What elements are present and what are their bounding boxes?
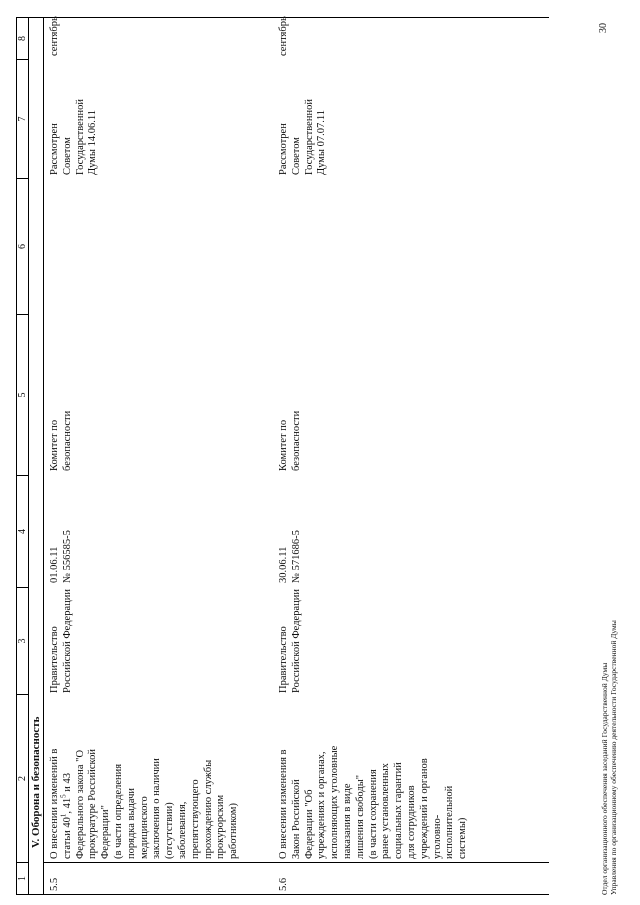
section-heading-row — [29, 17, 44, 895]
header-col-3: 3 — [17, 587, 28, 694]
document-page — [16, 17, 628, 895]
row-number: 5.5 — [49, 877, 60, 891]
row-number: 5.6 — [278, 877, 289, 891]
column-divider — [44, 862, 549, 863]
responsible-committee: Комитет по безопасности — [49, 410, 73, 471]
header-col-2: 2 — [17, 694, 28, 862]
header-col-4: 4 — [17, 475, 28, 587]
bill-author: Правительство Российской Федерации — [49, 589, 73, 693]
header-col-8: 8 — [17, 36, 28, 41]
page-number: 30 — [598, 23, 609, 33]
footer-line-2: Управления по организационному обеспечению деятельности Государственной Думы — [609, 620, 618, 895]
bill-title: О внесении изменения в Закон Российской Федерации "Об учреждениях и органах, исполняющих уголовные наказания в виде лишения свободы" (в части сохранения ранее установленных социальных гарантий для сотрудников учреждений и органов уголовно- исполнительной системы) — [278, 745, 469, 859]
section-title: V. Оборона и безопасность — [30, 716, 42, 848]
header-col-6: 6 — [17, 178, 28, 314]
planned-term: сентябрь — [278, 16, 289, 56]
footer-line-1: Отдел организационного обеспечения заседаний Государственной Думы — [600, 662, 609, 895]
table-header-row — [16, 17, 29, 895]
bill-title: О внесении изменений в статьи $40^1$, $41^5$ и 43 Федерального закона "О прокуратуре Российской Федерации" (в части определения порядка выдачи медицинского заключения о наличии (отсутствии) заболевания, препятствующего прохождению службы прокурорским работником) — [49, 748, 240, 859]
planned-term: сентябрь — [49, 16, 60, 56]
bill-author: Правительство Российской Федерации — [278, 589, 302, 693]
page-footer — [600, 620, 618, 895]
header-col-1: 1 — [17, 862, 28, 894]
header-col-5: 5 — [17, 314, 28, 475]
table-left-border — [29, 894, 549, 895]
bill-date-number: 01.06.11 № 556585-5 — [49, 530, 73, 583]
responsible-committee: Комитет по безопасности — [278, 410, 302, 471]
bill-date-number: 30.06.11 № 571686-5 — [278, 530, 302, 583]
bill-status: Рассмотрен Советом Государственной Думы 07.07.11 — [278, 99, 328, 175]
header-col-7: 7 — [17, 59, 28, 178]
bill-status: Рассмотрен Советом Государственной Думы 14.06.11 — [49, 99, 99, 175]
